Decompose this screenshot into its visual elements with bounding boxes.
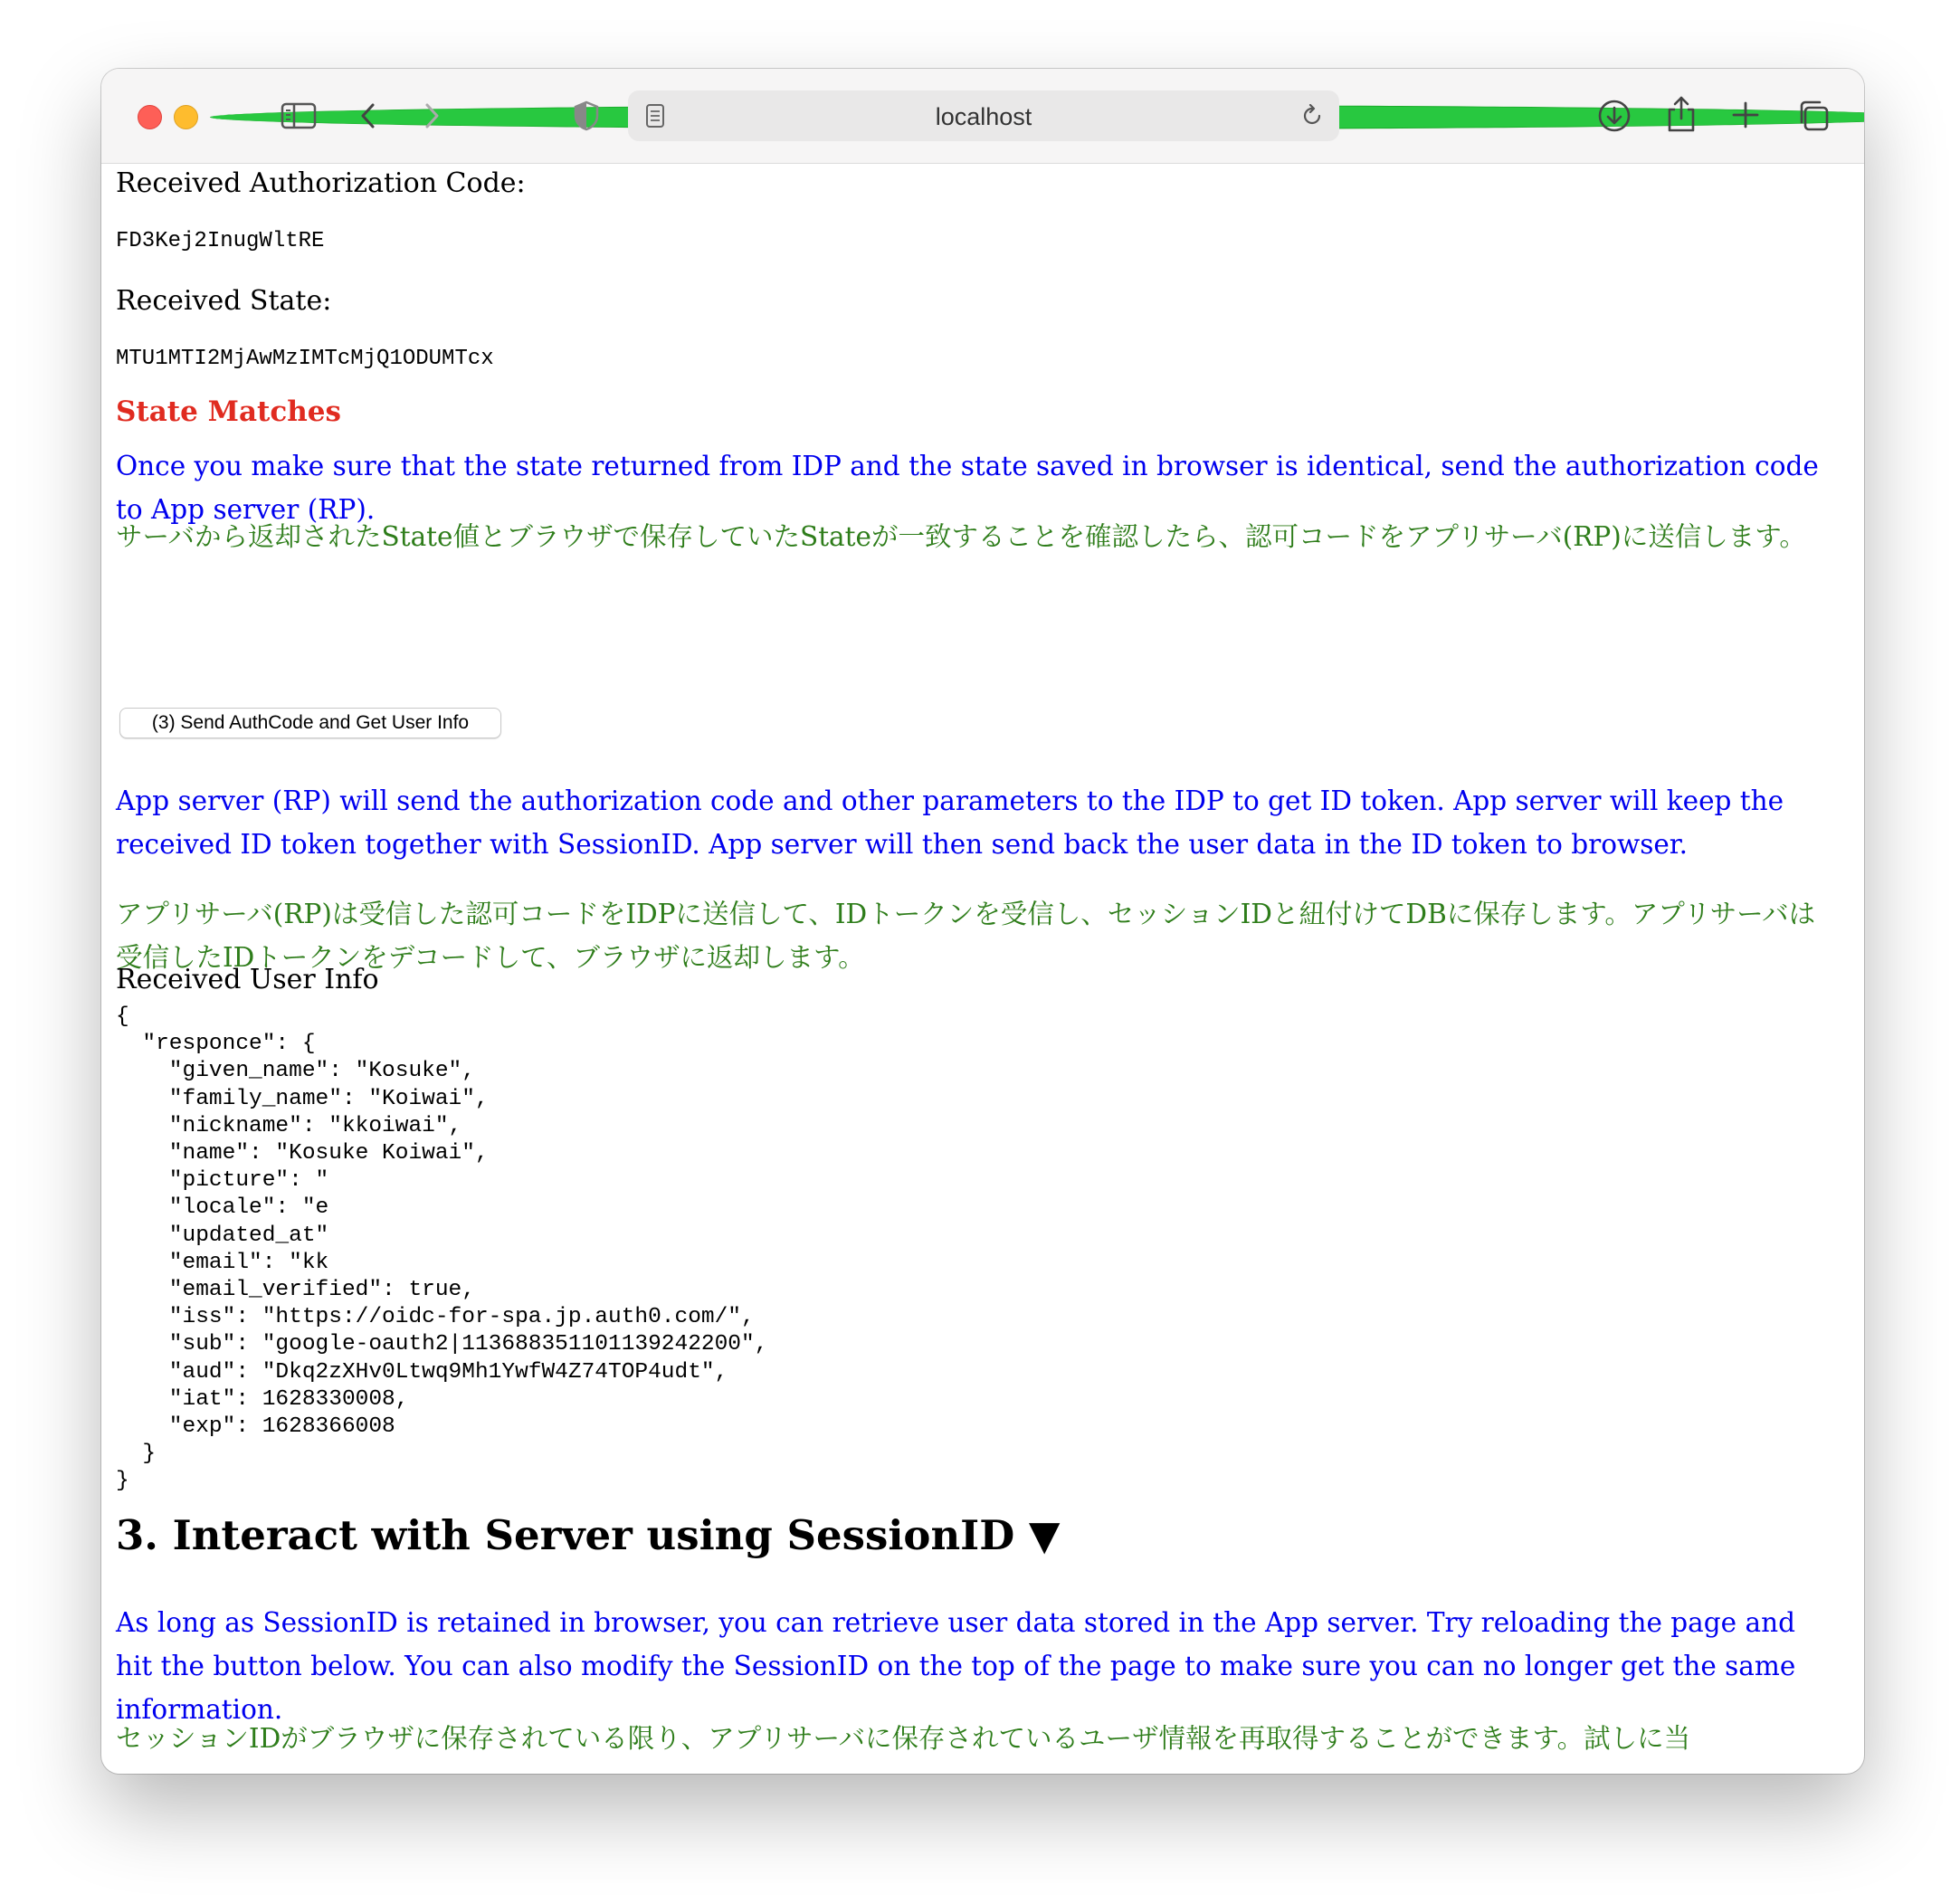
- page-content: [101, 164, 1864, 1774]
- auth-code-value: FD3Kej2InugWltRE: [116, 229, 325, 253]
- state-value: MTU1MTI2MjAwMzIMTcMjQ1ODUMTcx: [116, 347, 494, 371]
- back-icon[interactable]: [355, 100, 382, 132]
- url-text: localhost: [935, 103, 1032, 130]
- server-description-ja: アプリサーバ(RP)は受信した認可コードをIDPに送信して、IDトークンを受信し、セッションIDと紐付けてDBに保存します。アプリサーバは受信したIDトークンをデコードして、ブラウザに返却します。: [116, 899, 1816, 973]
- user-info-label: Received User Info: [116, 964, 379, 995]
- step-description-ja: サーバから返却されたState値とブラウザで保存していたStateが一致することを確認したら、認可コードをアプリサーバ(RP)に送信します。: [116, 521, 1806, 552]
- auth-code-label: Received Authorization Code:: [116, 167, 526, 199]
- new-tab-icon[interactable]: [1730, 100, 1761, 130]
- browser-window: [101, 69, 1864, 1774]
- section3-description-en: As long as SessionID is retained in browser, you can retrieve user data stored in the App server. Try reloading the page and hit the button below. You can also modify the SessionID on the top of the page to make sure you can no longer get the same information.: [116, 1607, 1796, 1725]
- section3-heading: 3. Interact with Server using SessionID ▼: [116, 1511, 1061, 1559]
- user-info-json: { "responce": { "given_name": "Kosuke", "family_name": "Koiwai", "nickname": "kkoiwai", "name": "Kosuke Koiwai", "picture": " "locale": "e "updated_at" "email": "kk "email_verified": true, "iss": "https://oidc-for-spa.jp.auth0.com/", "sub": "google-oauth2|113688351101139242200", "aud": "Dkq2zXHv0Ltwq9Mh1YwfW4Z74TOP4udt", "iat": 1628330008, "exp": 1628366008 } }: [116, 1004, 768, 1494]
- close-window-button[interactable]: [138, 105, 162, 129]
- step-description-en: Once you make sure that the state returned from IDP and the state saved in browser is identical, send the authorization code to App server (RP).: [116, 451, 1819, 525]
- section3-description-ja: セッションIDがブラウザに保存されている限り、アプリサーバに保存されているユーザ情報を再取得することができます。試しに当: [116, 1723, 1691, 1754]
- browser-toolbar: [101, 69, 1864, 164]
- minimize-window-button[interactable]: [174, 105, 198, 129]
- forward-icon[interactable]: [418, 100, 445, 132]
- download-icon[interactable]: [1596, 98, 1632, 134]
- tab-overview-icon[interactable]: [1795, 98, 1832, 134]
- state-label: Received State:: [116, 285, 332, 317]
- share-icon[interactable]: [1665, 94, 1698, 134]
- state-status: State Matches: [116, 395, 341, 428]
- reload-icon[interactable]: [1299, 103, 1325, 129]
- shield-icon[interactable]: [570, 100, 603, 132]
- server-description-en: App server (RP) will send the authorization code and other parameters to the IDP to get ID token. App server will keep the received ID token together with SessionID. App server will then send back the user data in the ID token to browser.: [116, 785, 1784, 860]
- sidebar-icon[interactable]: [279, 100, 319, 132]
- address-bar[interactable]: [628, 90, 1339, 141]
- send-authcode-button[interactable]: (3) Send AuthCode and Get User Info: [119, 708, 501, 738]
